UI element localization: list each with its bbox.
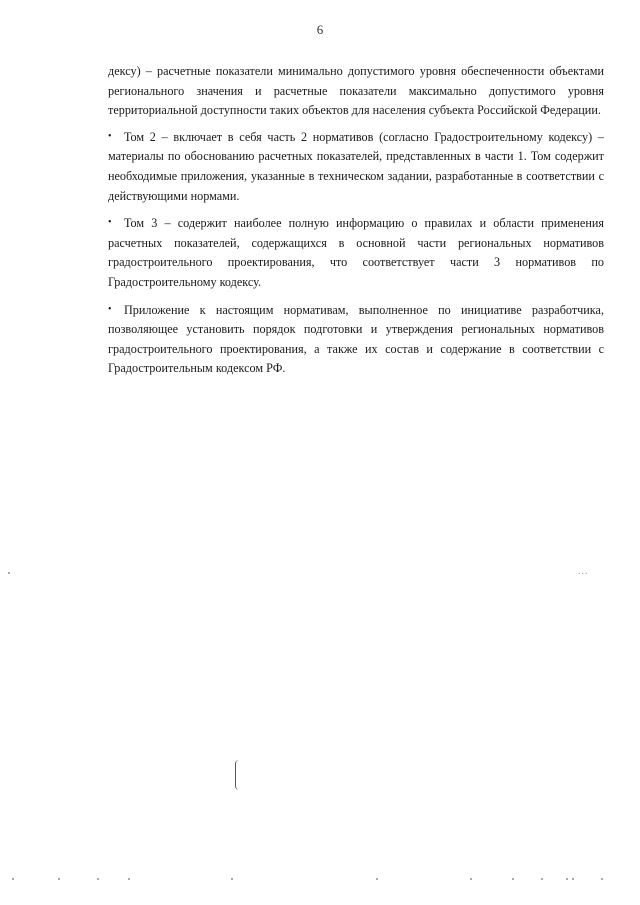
list-item-appendix: [108, 300, 604, 379]
paragraph-text: дексу) – расчетные показатели минимально допустимого уровня обеспеченности объектами регионального значения и расчетные показатели максимально допустимого уровня территориальной доступности таких объектов для населения субъекта Российской Федерации.: [108, 64, 604, 118]
list-item-text: Приложение к настоящим нормативам, выполненное по инициативе разработчика, позволяющее установить порядок подготовки и утверждения региональных нормативов градостроительного проектирования, а также их состав и содержание в соответствии с Градостроительным кодексом РФ.: [108, 302, 604, 376]
list-item-text: Том 3 – содержит наиболее полную информацию о правилах и области применения расчетных показателей, содержащихся в основной части региональных нормативов градостроительного проектирования, что соответствует части 3 нормативов по Градостроительному кодексу.: [108, 216, 604, 289]
bullet-icon: •: [108, 217, 112, 229]
bullet-icon: •: [108, 130, 112, 142]
scan-artifact-dot: [8, 572, 10, 574]
list-item-volume-2: [108, 127, 604, 206]
document-body: [108, 62, 604, 386]
scan-artifact-bottom-noise: [0, 878, 640, 888]
page-number: 6: [316, 22, 324, 37]
list-item-text: Том 2 – включает в себя часть 2 нормативов (согласно Градостроительному кодексу) –материалы по обоснованию расчетных показателей, представленных в части 1. Том содержит необходимые приложения, указанные в техническом задании, разработанные в соответствии с действующими нормами.: [108, 129, 604, 203]
scan-artifact-dots: ...: [578, 566, 589, 577]
scan-artifact-bracket: [235, 760, 240, 790]
list-item-volume-3: [108, 213, 604, 292]
paragraph-intro: [108, 62, 604, 121]
bullet-icon: •: [108, 303, 112, 315]
